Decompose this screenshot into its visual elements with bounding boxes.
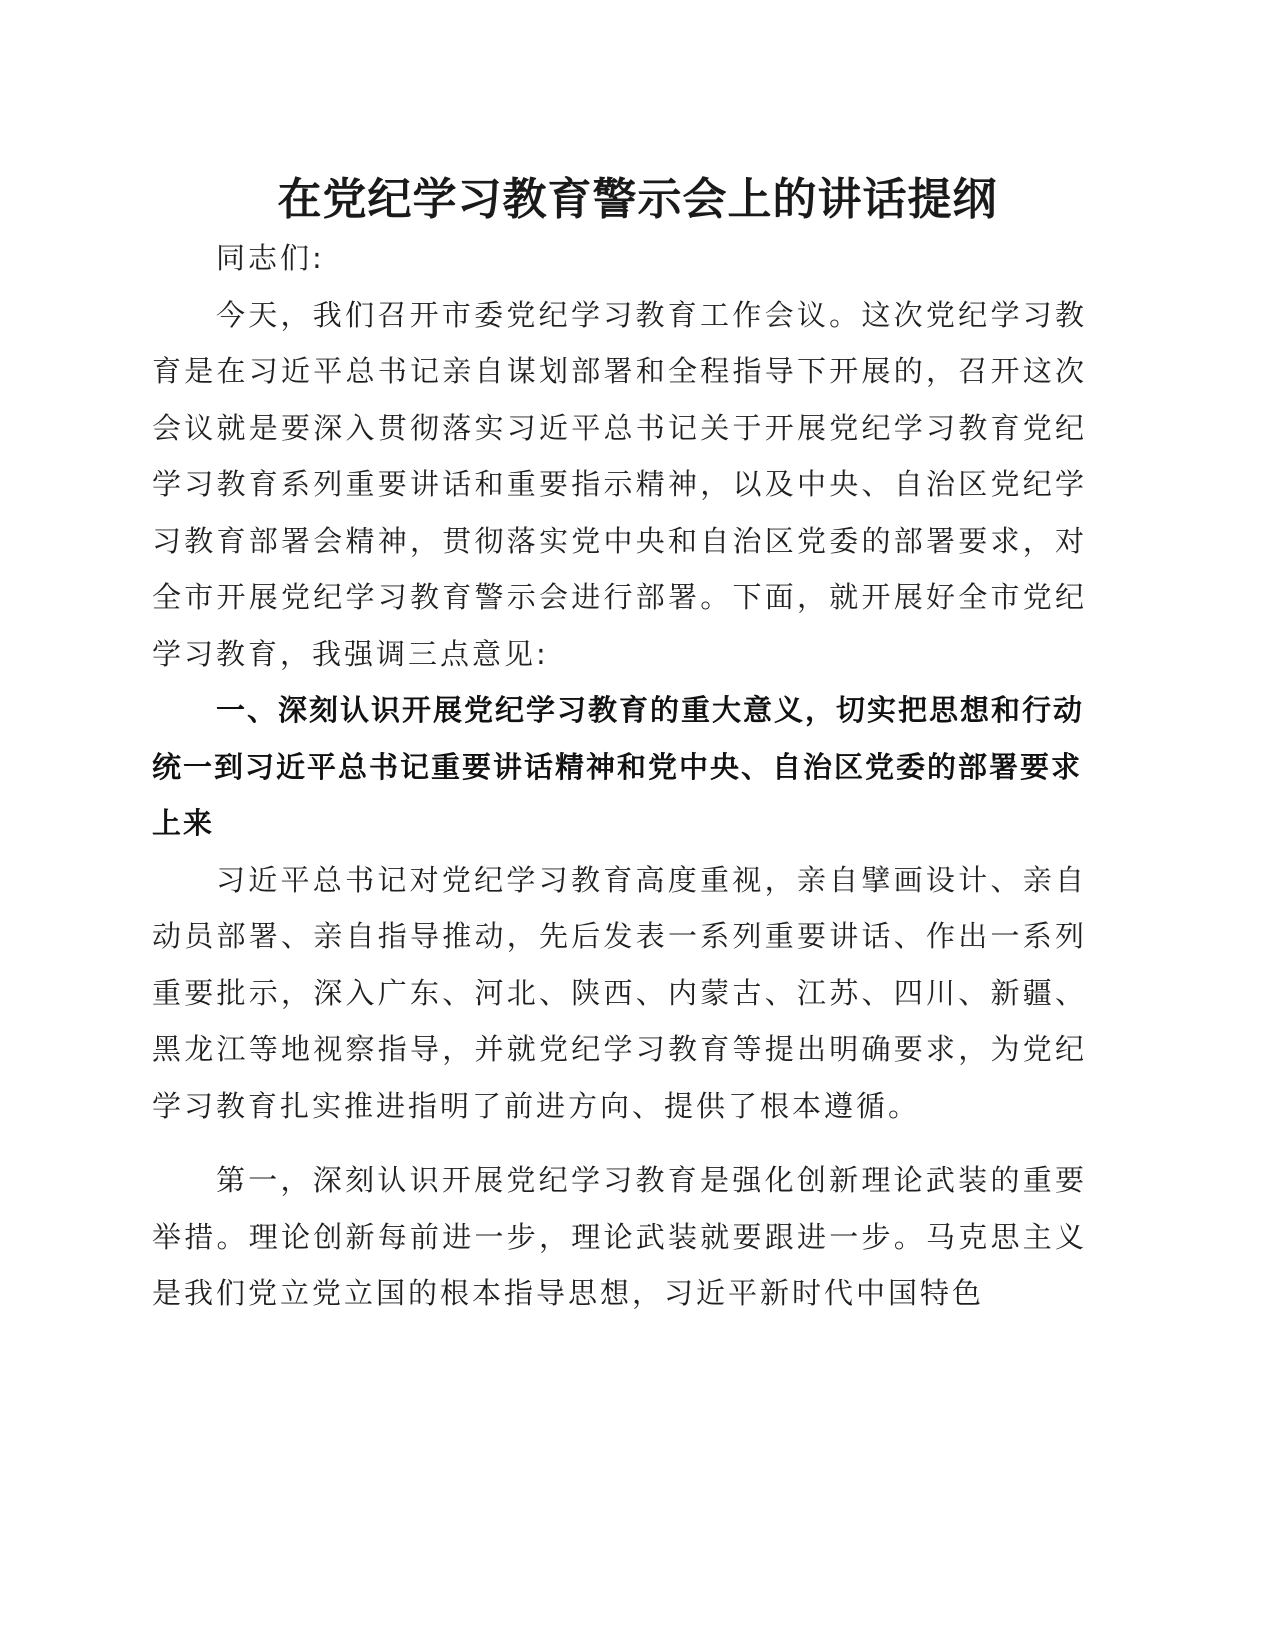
paragraph-gap <box>152 1134 1087 1152</box>
salutation: 同志们: <box>216 241 325 275</box>
section-paragraph: 习近平总书记对党纪学习教育高度重视，亲自擘画设计、亲自动员部署、亲自指导推动，先后发表一系列重要讲话、作出一系列重要批示，深入广东、河北、陕西、内蒙古、江苏、四川、新疆、黑龙江等地视察指导，并就党纪学习教育等提出明确要求，为党纪学习教育扎实推进指明了前进方向、提供了根本遵循。 <box>152 862 1087 1123</box>
intro-paragraph: 今天，我们召开市委党纪学习教育工作会议。这次党纪学习教育是在习近平总书记亲自谋划部署和全程指导下开展的，召开这次会议就是要深入贯彻落实习近平总书记关于开展党纪学习教育党纪学习教育系列重要讲话和重要指示精神，以及中央、自治区党纪学习教育部署会精神，贯彻落实党中央和自治区党委的部署要求，对全市开展党纪学习教育警示会进行部署。下面，就开展好全市党纪学习教育，我强调三点意见: <box>152 297 1087 671</box>
document-title: 在党纪学习教育警示会上的讲话提纲 <box>277 174 998 225</box>
document-body <box>152 230 1087 1322</box>
point-paragraph: 第一，深刻认识开展党纪学习教育是强化创新理论武装的重要举措。理论创新每前进一步，理论武装就要跟进一步。马克思主义是我们党立党立国的根本指导思想，习近平新时代中国特色 <box>152 1163 1087 1310</box>
section-heading: 一、深刻认识开展党纪学习教育的重大意义，切实把思想和行动统一到习近平总书记重要讲话精神和党中央、自治区党委的部署要求上来 <box>152 693 1085 840</box>
